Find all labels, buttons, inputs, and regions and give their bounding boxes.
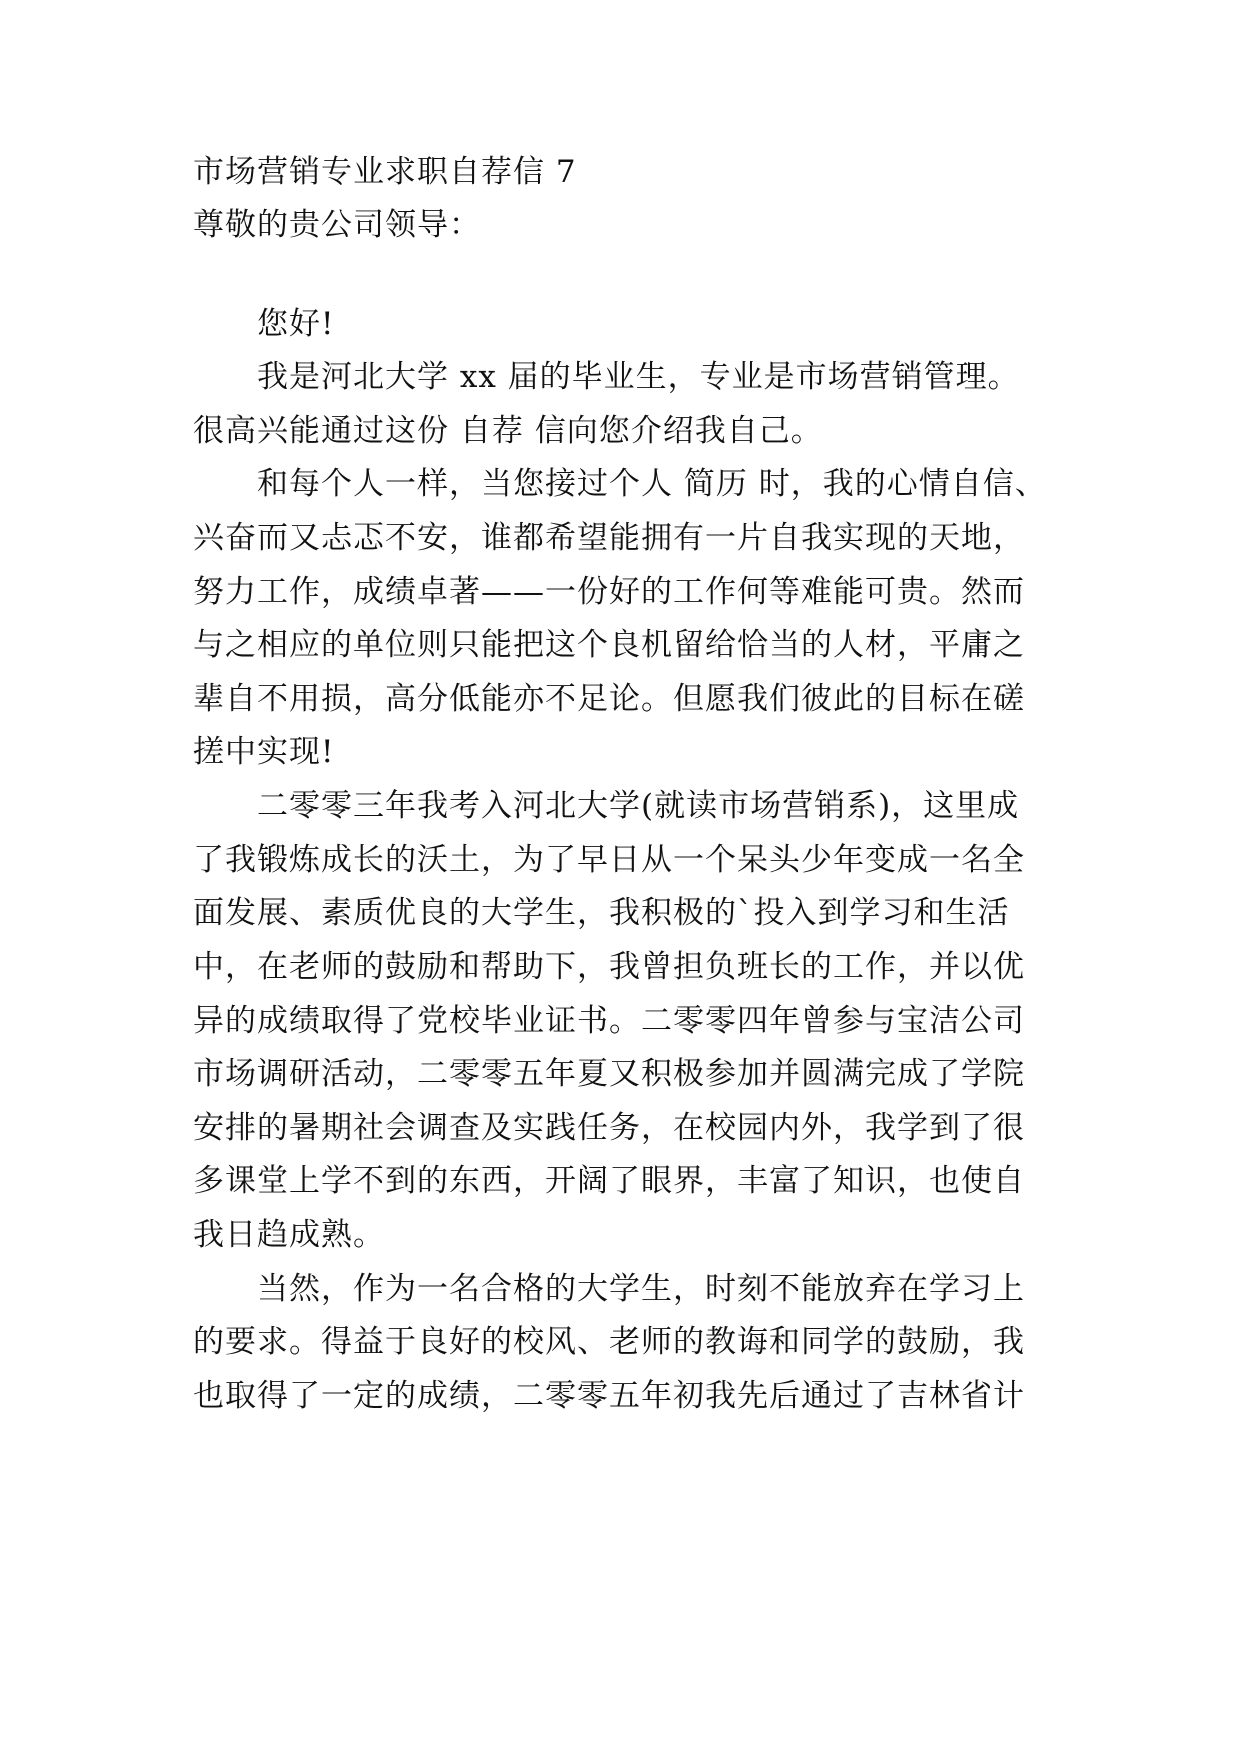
body-line: 安排的暑期社会调查及实践任务，在校园内外，我学到了很 bbox=[193, 1110, 1025, 1146]
body-line: 二零零三年我考入河北大学(就读市场营销系)，这里成 bbox=[257, 788, 1020, 824]
body-line: 中，在老师的鼓励和帮助下，我曾担负班长的工作，并以优 bbox=[193, 949, 1025, 985]
body-line: 兴奋而又忐忑不安，谁都希望能拥有一片自我实现的天地， bbox=[193, 520, 1025, 556]
body-line: 异的成绩取得了党校毕业证书。二零零四年曾参与宝洁公司 bbox=[193, 1003, 1025, 1039]
body-line: 很高兴能通过这份 自荐 信向您介绍我自己。 bbox=[193, 413, 823, 449]
body-line: 辈自不用损，高分低能亦不足论。但愿我们彼此的目标在磋 bbox=[193, 681, 1025, 717]
body-line: 我日趋成熟。 bbox=[193, 1217, 385, 1253]
salutation: 尊敬的贵公司领导： bbox=[193, 207, 481, 243]
body-line: 当然，作为一名合格的大学生，时刻不能放弃在学习上 bbox=[257, 1271, 1025, 1307]
greeting: 您好! bbox=[257, 306, 335, 342]
body-line: 与之相应的单位则只能把这个良机留给恰当的人材，平庸之 bbox=[193, 627, 1025, 663]
body-line: 努力工作，成绩卓著——一份好的工作何等难能可贵。然而 bbox=[193, 574, 1025, 610]
document-title: 市场营销专业求职自荐信 7 bbox=[193, 154, 577, 190]
body-line: 多课堂上学不到的东西，开阔了眼界，丰富了知识，也使自 bbox=[193, 1163, 1025, 1199]
body-line: 面发展、素质优良的大学生，我积极的`投入到学习和生活 bbox=[193, 895, 1010, 931]
body-line: 市场调研活动，二零零五年夏又积极参加并圆满完成了学院 bbox=[193, 1056, 1025, 1092]
body-line: 我是河北大学 xx 届的毕业生，专业是市场营销管理。 bbox=[257, 359, 1020, 395]
body-line: 和每个人一样，当您接过个人 简历 时，我的心情自信、 bbox=[257, 466, 1047, 502]
body-line: 的要求。得益于良好的校风、老师的教诲和同学的鼓励，我 bbox=[193, 1324, 1025, 1360]
body-line: 搓中实现! bbox=[193, 734, 335, 770]
body-line: 也取得了一定的成绩，二零零五年初我先后通过了吉林省计 bbox=[193, 1378, 1025, 1414]
body-line: 了我锻炼成长的沃土，为了早日从一个呆头少年变成一名全 bbox=[193, 842, 1025, 878]
